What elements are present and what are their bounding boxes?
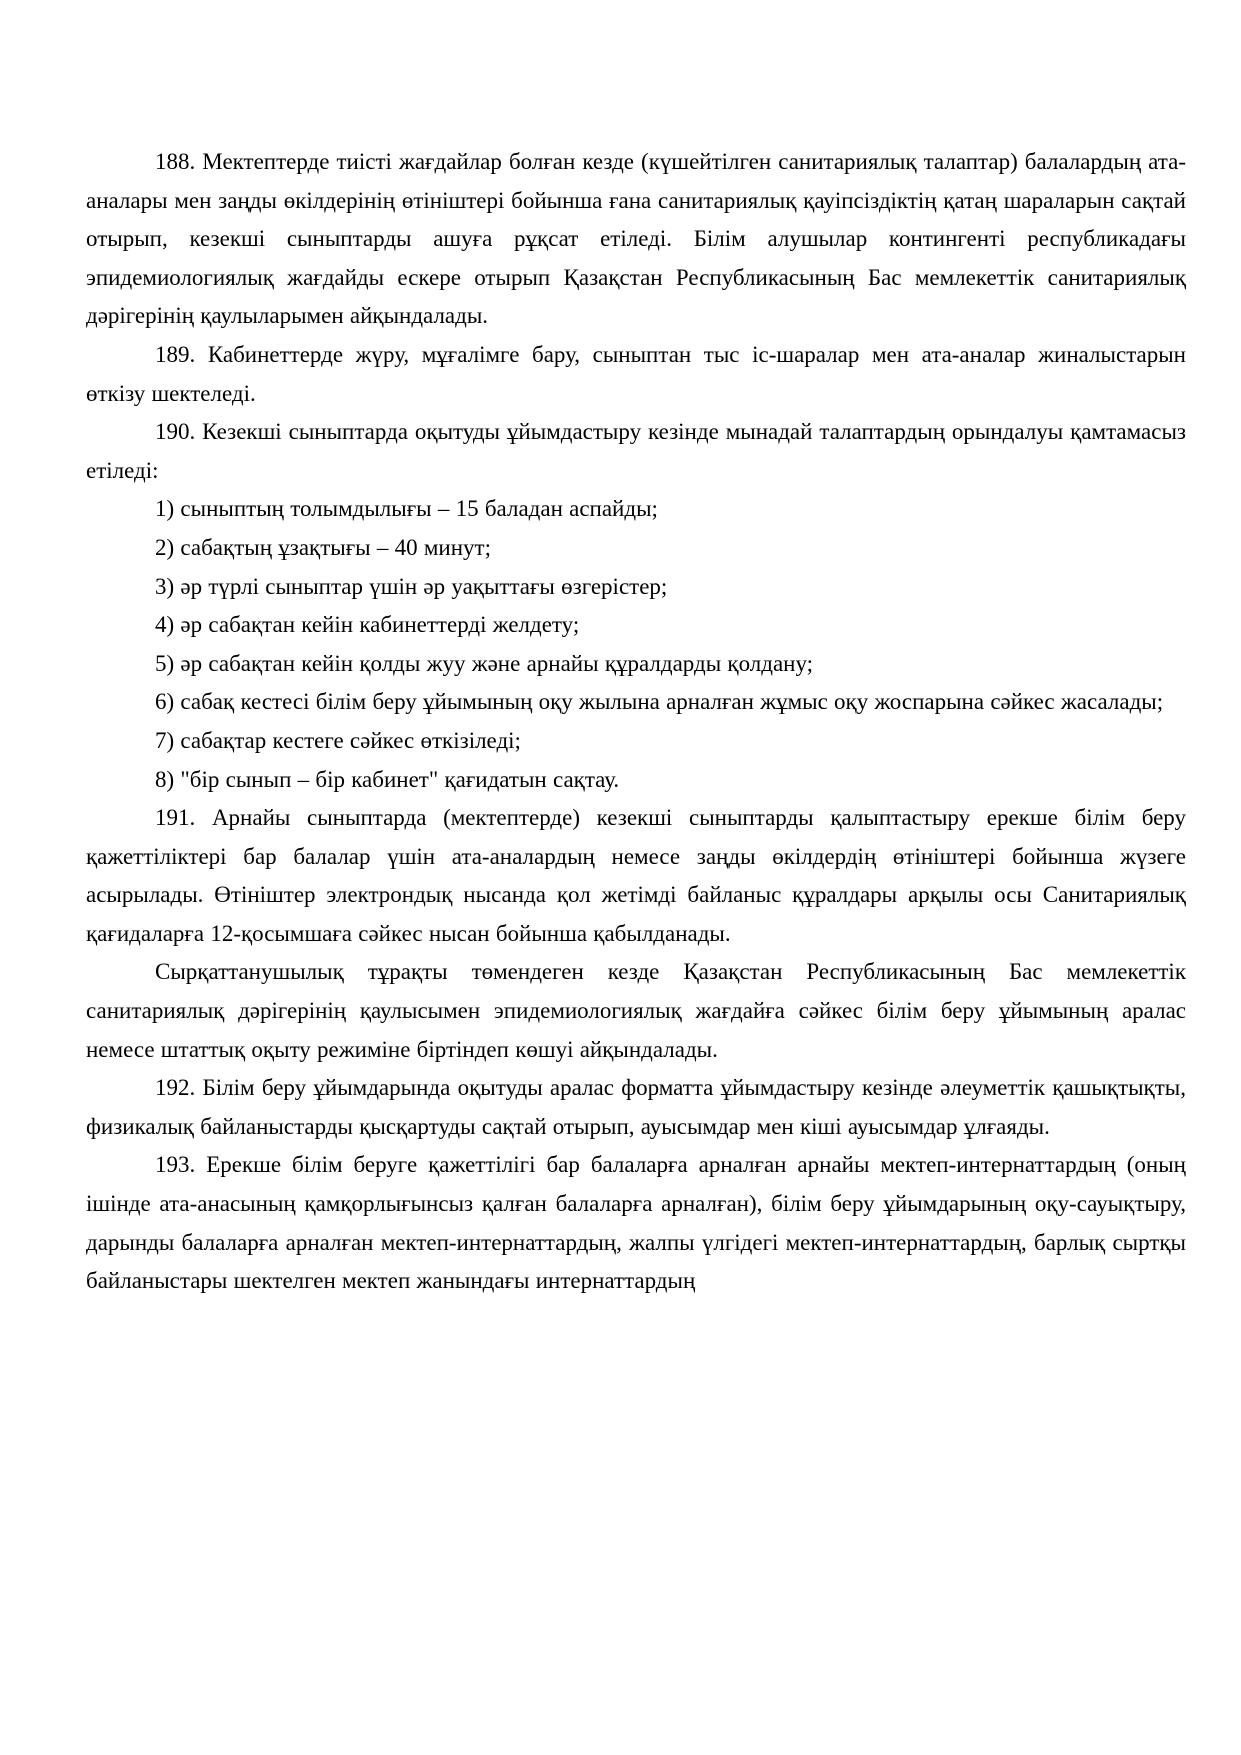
list-item-5: 5) әр сабақтан кейін қолды жуу және арнайы құралдарды қолдану; <box>155 650 814 676</box>
list-item-8: 8) "бір сынып – бір кабинет" қағидатын сақтау. <box>155 766 620 792</box>
paragraph-191-continuation: Сырқаттанушылық тұрақты төмендеген кезде Қазақстан Республикасының Бас мемлекеттік санитариялық дәрігерінің қаулысымен эпидемиологиялық жағдайға сәйкес білім беру ұйымының аралас немесе штаттық оқыту режиміне біртіндеп көшуі айқындалады. <box>86 959 1186 1062</box>
list-item-6: 6) сабақ кестесі білім беру ұйымының оқу жылына арналған жұмыс оқу жоспарына сәйкес жасалады; <box>155 689 1164 715</box>
paragraph-191: 191. Арнайы сыныптарда (мектептерде) кезекші сыныптарды қалыптастыру ерекше білім беру қажеттіліктері бар балалар үшін ата-аналардың немесе заңды өкілдердің өтініштері бойынша жүзеге асырылады. Өтініштер электрондық нысанда қол жетімді байланыс құралдары арқылы осы Санитариялық қағидаларға 12-қосымшаға сәйкес нысан бойынша қабылданады. <box>86 805 1186 946</box>
paragraph-193: 193. Ерекше білім беруге қажеттілігі бар балаларға арналған арнайы мектеп-интернаттардың (оның ішінде ата-анасының қамқорлығынсыз қалған балаларға арналған), білім беру ұйымдарының оқу-сауықтыру, дарынды балаларға арналған мектеп-интернаттардың, жалпы үлгідегі мектеп-интернаттардың, барлық сыртқы байланыстары шектелген мектеп жанындағы интернаттардың <box>86 1152 1186 1294</box>
list-item-7: 7) сабақтар кестеге сәйкес өткізіледі; <box>155 727 521 753</box>
paragraph-189: 189. Кабинеттерде жүру, мұғалімге бару, сыныптан тыс іс-шаралар мен ата-аналар жиналыстарын өткізу шектеледі. <box>86 341 1186 406</box>
paragraph-192: 192. Білім беру ұйымдарында оқытуды аралас форматта ұйымдастыру кезінде әлеуметтік қашықтықты, физикалық байланыстарды қысқартуды сақтай отырып, ауысымдар мен кіші ауысымдар ұлғаяды. <box>86 1075 1186 1139</box>
list-item-1: 1) сыныптың толымдылығы – 15 баладан аспайды; <box>155 496 658 522</box>
list-item-3: 3) әр түрлі сыныптар үшін әр уақыттағы өзгерістер; <box>155 573 668 599</box>
paragraph-190: 190. Кезекші сыныптарда оқытуды ұйымдастыру кезінде мынадай талаптардың орындалуы қамтамасыз етіледі: <box>86 419 1186 483</box>
paragraph-188: 188. Мектептерде тиісті жағдайлар болған кезде (күшейтілген санитариялық талаптар) балалардың ата-аналары мен заңды өкілдерінің өтініштері бойынша ғана санитариялық қауіпсіздіктің қатаң шараларын сақтай отырып, кезекші сыныптарды ашуға рұқсат етіледі. Білім алушылар контингенті республикадағы эпидемиологиялық жағдайды ескере отырып Қазақстан Республикасының Бас мемлекеттік санитариялық дәрігерінің қаулыларымен айқындалады. <box>86 149 1186 329</box>
list-item-4: 4) әр сабақтан кейін кабинеттерді желдету; <box>155 612 580 638</box>
list-item-2: 2) сабақтың ұзақтығы – 40 минут; <box>155 534 491 560</box>
